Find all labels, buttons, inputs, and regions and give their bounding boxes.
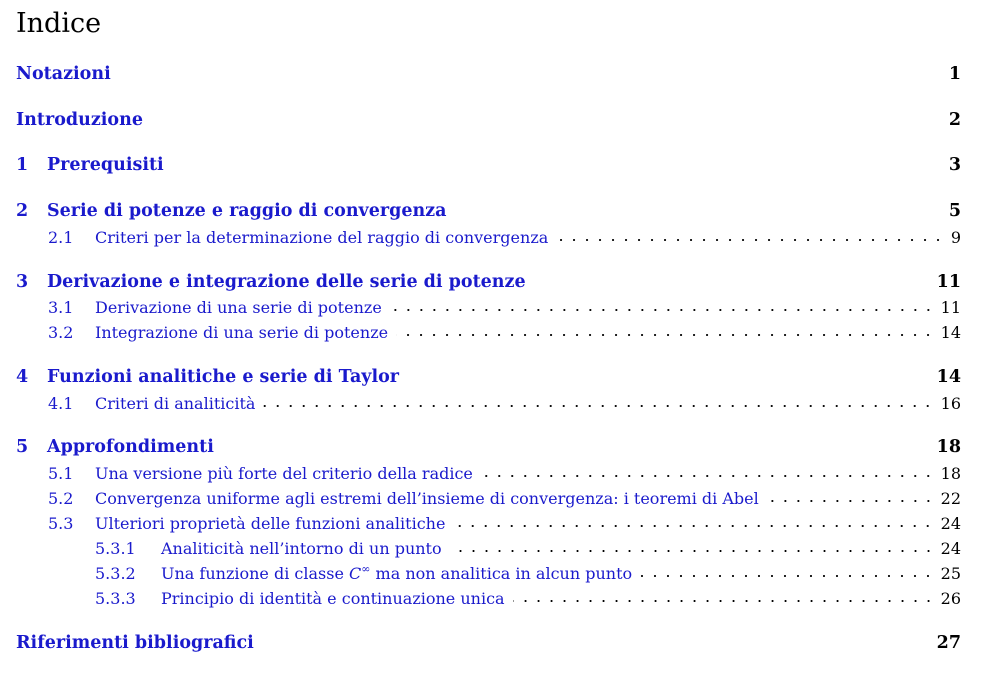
toc-number: 5.1 [48, 463, 74, 483]
toc-label-part: Una funzione di classe [161, 563, 350, 583]
toc-entry-subsection-5-3-2[interactable] [16, 560, 961, 586]
toc-leader-dots [640, 574, 934, 578]
toc-entry-chapter-1[interactable] [16, 152, 961, 178]
page-title: Indice [16, 8, 102, 39]
toc-label: Notazioni [16, 64, 111, 84]
toc-number: 4.1 [48, 393, 74, 413]
toc-leader-dots [453, 524, 934, 528]
toc-page-number: 2 [948, 110, 961, 130]
toc-entry-chapter-3[interactable] [16, 269, 961, 295]
toc-label [161, 564, 632, 583]
toc-label: Riferimenti bibliografici [16, 633, 254, 653]
toc-entry-section-2-1[interactable] [16, 224, 961, 250]
toc-number: 5.2 [48, 488, 74, 508]
toc-label: Derivazione di una serie di potenze [95, 297, 382, 317]
toc-label: Approfondimenti [47, 437, 214, 457]
toc-entry-section-5-1[interactable] [16, 460, 961, 486]
toc-entry-section-3-2[interactable] [16, 319, 961, 345]
toc-label: Introduzione [16, 110, 143, 130]
toc-page-number: 18 [936, 437, 961, 457]
toc-page-number: 18 [940, 463, 961, 483]
toc-leader-dots [390, 308, 935, 312]
toc-number: 5.3.1 [95, 538, 136, 558]
toc-number: 5 [16, 437, 29, 457]
toc-label: Ulteriori proprietà delle funzioni analitiche [95, 513, 446, 533]
toc-label: Criteri per la determinazione del raggio di convergenza [95, 227, 549, 247]
toc-entry-section-3-1[interactable] [16, 294, 961, 320]
toc-entry-chapter-4[interactable] [16, 364, 961, 390]
toc-leader-dots [396, 333, 935, 337]
toc-page-number: 11 [936, 272, 961, 292]
toc-entry-notazioni[interactable] [16, 61, 961, 87]
toc-page-number: 16 [940, 393, 961, 413]
toc-number: 4 [16, 367, 29, 387]
math-c: C [349, 563, 362, 583]
toc-entry-section-5-2[interactable] [16, 485, 961, 511]
toc-leader-dots [481, 474, 935, 478]
toc-entry-riferimenti[interactable] [16, 630, 961, 656]
toc-entry-introduzione[interactable] [16, 107, 961, 133]
toc-label-part: ma non analitica in alcun punto [370, 563, 633, 583]
toc-page-number: 27 [936, 633, 961, 653]
toc-number: 1 [16, 155, 29, 175]
toc-page-number: 24 [940, 513, 961, 533]
toc-label: Criteri di analiticità [95, 393, 256, 413]
toc-page-number: 1 [948, 64, 961, 84]
toc-leader-dots [556, 238, 945, 242]
toc-number: 2 [16, 201, 29, 221]
toc-entry-subsection-5-3-1[interactable] [16, 535, 961, 561]
toc-entry-chapter-2[interactable] [16, 198, 961, 224]
toc-label: Prerequisiti [47, 155, 164, 175]
toc-page-number: 25 [940, 563, 961, 583]
toc-leader-dots [513, 599, 935, 603]
toc-page-number: 5 [948, 201, 961, 221]
toc-label: Funzioni analitiche e serie di Taylor [47, 367, 399, 387]
toc-page-number: 24 [940, 538, 961, 558]
toc-page-number: 11 [940, 297, 961, 317]
toc-entry-chapter-5[interactable] [16, 434, 961, 460]
toc-entry-section-4-1[interactable] [16, 390, 961, 416]
toc-number: 3 [16, 272, 29, 292]
toc-number: 3.2 [48, 322, 74, 342]
math-infinity: ∞ [361, 562, 371, 576]
toc-number: 5.3.3 [95, 588, 136, 608]
toc-number: 2.1 [48, 227, 74, 247]
toc-number: 3.1 [48, 297, 74, 317]
toc-label: Principio di identità e continuazione unica [161, 588, 505, 608]
toc-number: 5.3 [48, 513, 74, 533]
toc-page-number: 26 [940, 588, 961, 608]
toc-label: Integrazione di una serie di potenze [95, 322, 389, 342]
toc-label: Una versione più forte del criterio della radice [95, 463, 473, 483]
toc-page-number: 3 [948, 155, 961, 175]
toc-leader-dots [263, 404, 934, 408]
toc-label: Analiticità nell’intorno di un punto [161, 538, 442, 558]
toc-page-number: 9 [950, 227, 961, 247]
toc-entry-subsection-5-3-3[interactable] [16, 585, 961, 611]
toc-label: Serie di potenze e raggio di convergenza [47, 201, 447, 221]
toc-label: Convergenza uniforme agli estremi dell’insieme di convergenza: i teoremi di Abel [95, 488, 759, 508]
toc-label: Derivazione e integrazione delle serie di potenze [47, 272, 526, 292]
toc-entry-section-5-3[interactable] [16, 510, 961, 536]
toc-leader-dots [450, 549, 935, 553]
toc-page-number: 22 [940, 488, 961, 508]
toc-leader-dots [767, 499, 935, 503]
toc-page-number: 14 [940, 322, 961, 342]
toc-number: 5.3.2 [95, 563, 136, 583]
toc-page-number: 14 [936, 367, 961, 387]
